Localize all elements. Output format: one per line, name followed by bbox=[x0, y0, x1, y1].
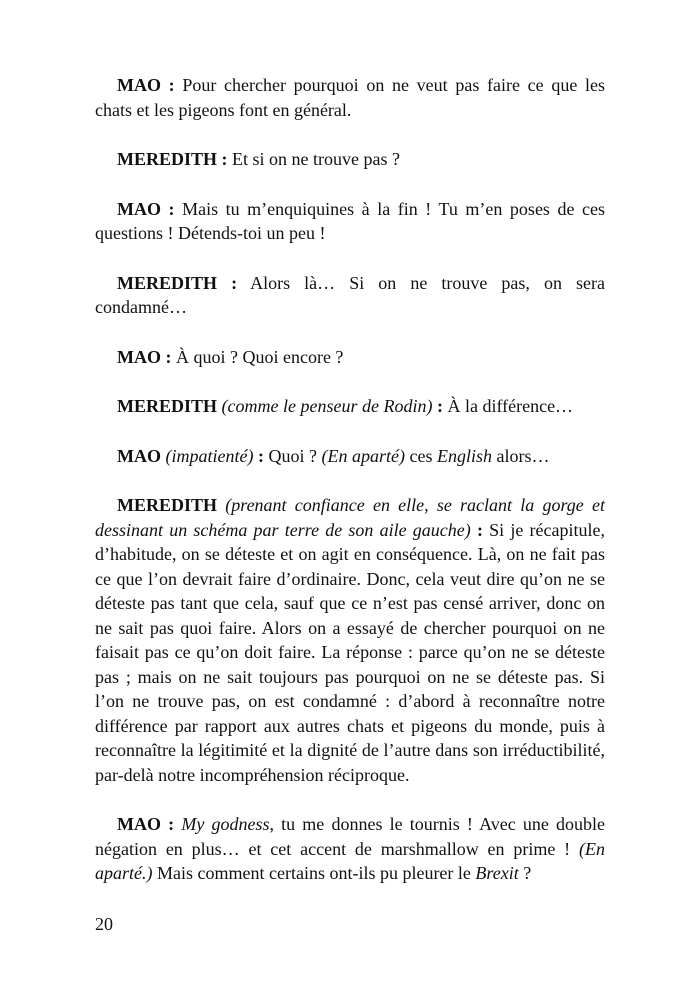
dialogue-text: , tu me donnes le tournis ! Avec une double négation en plus… et cet accent de marshmallow en prime ! bbox=[95, 814, 606, 859]
dialogue-text: : bbox=[476, 519, 483, 540]
dialogue-text: À la différence… bbox=[442, 396, 574, 416]
dialogue-paragraph bbox=[95, 345, 605, 370]
dialogue-text: alors… bbox=[491, 445, 550, 466]
speaker-name: MEREDITH bbox=[117, 495, 218, 515]
dialogue-paragraph bbox=[95, 394, 605, 419]
dialogue-text bbox=[217, 495, 225, 515]
dialogue-text: : bbox=[257, 445, 264, 466]
speaker-name: MEREDITH bbox=[117, 396, 218, 416]
dialogue-text: Et si on ne trouve pas ? bbox=[227, 149, 400, 169]
dialogue-text: Si je récapitule, d’habitude, on se déteste et on agit en conséquence. Là, on ne fait pas ce que l’on devrait faire d’ordinaire. Donc, cela veut dire qu’on ne se déteste pas tant que cela, sauf que ce n’est pas censé arriver, donc on ne sait pas quoi faire. Alors on a essayé de chercher pourquoi on ne faisait pas ce qu’on doit faire. La réponse : parce qu’on ne se déteste pas ; mais on ne sait toujours pas pourquoi on ne se déteste pas. Si l’on ne trouve pas, on est condamné : d’abord à reconnaître notre différence par rapport aux autres chats et pigeons du monde, puis à reconnaître la légitimité et la dignité de l’autre dans son irréductibilité, par-delà notre incompréhension réciproque. bbox=[95, 519, 605, 785]
dialogue-text: Alors là… Si on ne trouve pas, on sera condamné… bbox=[95, 272, 605, 317]
dialogue-text: ? bbox=[518, 863, 532, 883]
stage-direction: (prenant confiance en elle, se raclant la gorge et dessinant un schéma par terre de son aile gauche) bbox=[95, 495, 605, 540]
page-number: 20 bbox=[95, 914, 113, 934]
dialogue-paragraph bbox=[95, 812, 605, 886]
dialogue-text: : bbox=[436, 396, 443, 416]
stage-direction: My godness bbox=[181, 814, 270, 834]
dialogue-paragraph bbox=[95, 271, 605, 320]
speaker-name: MEREDITH : bbox=[117, 149, 228, 169]
speaker-name: MAO : bbox=[117, 814, 175, 834]
stage-direction: (impatienté) bbox=[165, 445, 254, 466]
stage-direction: (En aparté) bbox=[321, 445, 405, 466]
dialogue-text: Mais tu m’enquiquines à la fin ! Tu m’en poses de ces questions ! Détends-toi un peu ! bbox=[95, 198, 605, 243]
dialogue-paragraph bbox=[95, 147, 605, 172]
stage-direction: Brexit bbox=[475, 863, 519, 883]
dialogue-paragraph bbox=[95, 197, 605, 246]
page-body bbox=[95, 73, 605, 886]
speaker-name: MAO : bbox=[117, 198, 175, 219]
dialogue-text: Mais comment certains ont-ils pu pleurer le bbox=[152, 863, 476, 883]
dialogue-paragraph bbox=[95, 493, 605, 787]
speaker-name: MAO : bbox=[117, 346, 172, 367]
dialogue-paragraph bbox=[95, 73, 605, 122]
dialogue-paragraph bbox=[95, 444, 605, 469]
dialogue-text: À quoi ? Quoi encore ? bbox=[171, 346, 344, 367]
dialogue-text: Pour chercher pourquoi on ne veut pas faire ce que les chats et les pigeons font en général. bbox=[95, 75, 605, 120]
speaker-name: MEREDITH : bbox=[117, 272, 238, 293]
speaker-name: MAO bbox=[117, 445, 161, 466]
speaker-name: MAO : bbox=[117, 75, 175, 95]
stage-direction: English bbox=[436, 445, 492, 466]
stage-direction: (comme le penseur de Rodin) bbox=[221, 396, 433, 416]
dialogue-text: Quoi ? bbox=[263, 445, 322, 466]
stage-direction: (En aparté.) bbox=[95, 838, 605, 883]
dialogue-text: ces bbox=[404, 445, 437, 466]
